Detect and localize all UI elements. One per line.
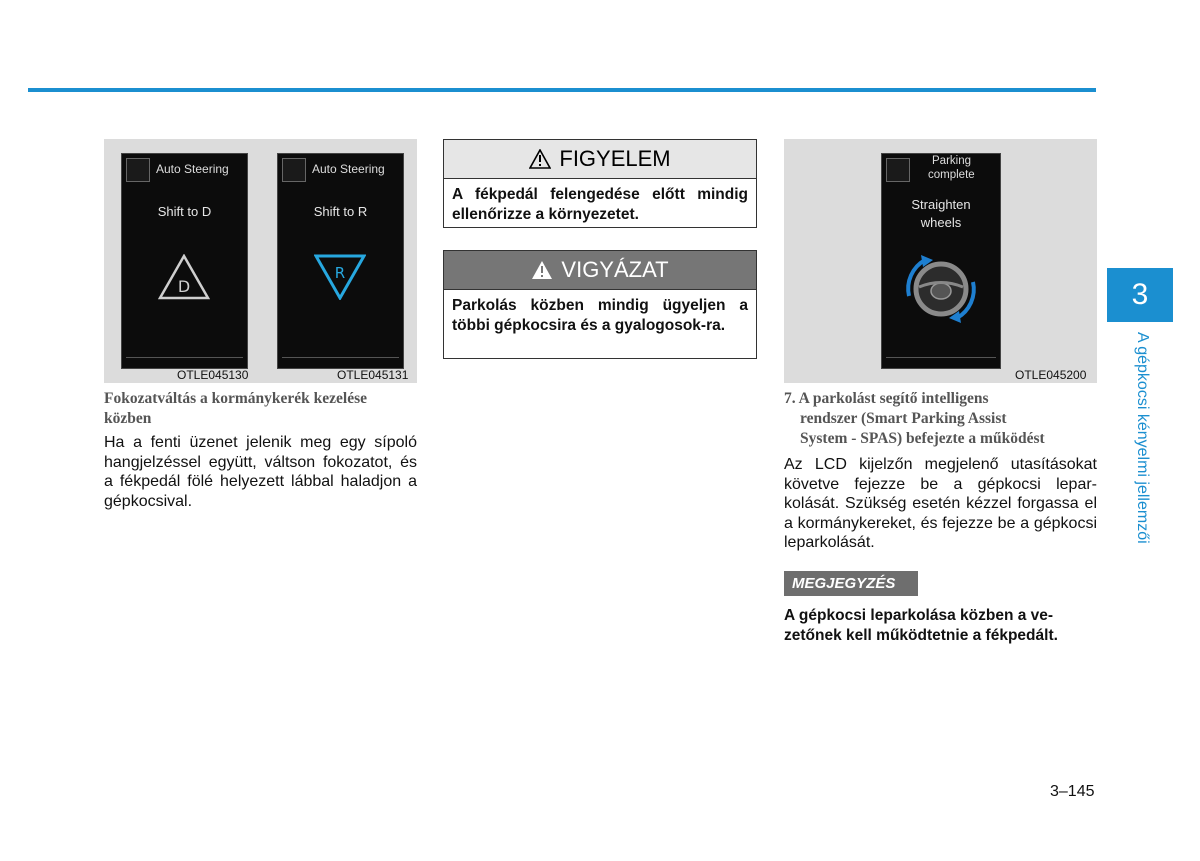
lcd-header-line: complete [928, 169, 975, 181]
caution-box [443, 250, 757, 359]
note-text: A gépkocsi leparkolása közben a ve-zetőnek kell működtetnie a fékpedált. [784, 607, 1058, 644]
lcd-message-line: wheels [920, 215, 962, 230]
lcd-bottom-line [886, 357, 996, 358]
section-body: Az LCD kijelzőn megjelenő utasításokat követve fejezze be a gépkocsi lepar-kolását. Szükség esetén kézzel forgassa el a kormánykereket, és fejezze be a gépkocsi leparkolását. [784, 456, 1097, 551]
caution-title: VIGYÁZAT [561, 257, 669, 282]
section-title [784, 389, 1100, 449]
figure-gear-shift [104, 139, 417, 383]
note-label: MEGJEGYZÉS [784, 571, 918, 596]
section-title-line: közben [104, 410, 152, 427]
lcd-message-line: Straighten [911, 197, 971, 212]
steering-wheel-icon [899, 252, 983, 326]
figure-code: OTLE045200 [1015, 368, 1087, 382]
lcd-header-line: Parking [932, 155, 971, 167]
warning-title: FIGYELEM [559, 146, 671, 171]
gear-d-warning-icon [158, 254, 210, 300]
chapter-number-tab: 3 [1107, 268, 1173, 322]
lcd-display-shift-d [121, 153, 248, 369]
section-title-line: System - SPAS) befejezte a működést [800, 430, 1045, 447]
lcd-indicator [886, 158, 910, 182]
lcd-indicator [126, 158, 150, 182]
lcd-indicator [282, 158, 306, 182]
figure-code: OTLE045130 [177, 368, 249, 382]
lcd-display-shift-r [277, 153, 404, 369]
section-title-line: Fokozatváltás a kormánykerék kezelése [104, 390, 368, 407]
lcd-display-parking [881, 153, 1001, 369]
warning-box [443, 139, 757, 228]
lcd-header: Auto Steering [156, 162, 229, 176]
warning-header [444, 140, 756, 179]
top-rule [28, 88, 1096, 92]
page-number: 3–145 [1050, 783, 1095, 800]
warning-triangle-icon [529, 149, 551, 169]
gear-d-letter: D [177, 277, 191, 296]
lcd-message: Shift to D [157, 204, 212, 219]
warning-text: A fékpedál felengedése előtt mindig ellenőrizze a környezetet. [452, 186, 748, 223]
section-body: Ha a fenti üzenet jelenik meg egy sípoló hangjelzéssel együtt, váltson fokozatot, és a fékpedál fölé helyezett lábbal haladjon a gépkocsival. [104, 434, 417, 510]
section-title [104, 389, 417, 429]
figure-code: OTLE045131 [337, 368, 409, 382]
lcd-bottom-line [126, 357, 243, 358]
figure-parking-complete [784, 139, 1097, 383]
caution-header [444, 251, 756, 290]
lcd-bottom-line [282, 357, 399, 358]
section-title-line: rendszer (Smart Parking Assist [800, 410, 1007, 427]
gear-r-letter: R [334, 264, 346, 282]
warning-triangle-icon [531, 260, 553, 280]
caution-text: Parkolás közben mindig ügyeljen a többi gépkocsira és a gyalogosok-ra. [452, 297, 748, 334]
gear-r-warning-icon [314, 254, 366, 300]
chapter-title: A gépkocsi kényelmi jellemzői [1134, 332, 1151, 544]
lcd-message: Shift to R [313, 204, 368, 219]
section-title-line: 7. A parkolást segítő intelligens [784, 390, 989, 407]
lcd-header: Auto Steering [312, 162, 385, 176]
